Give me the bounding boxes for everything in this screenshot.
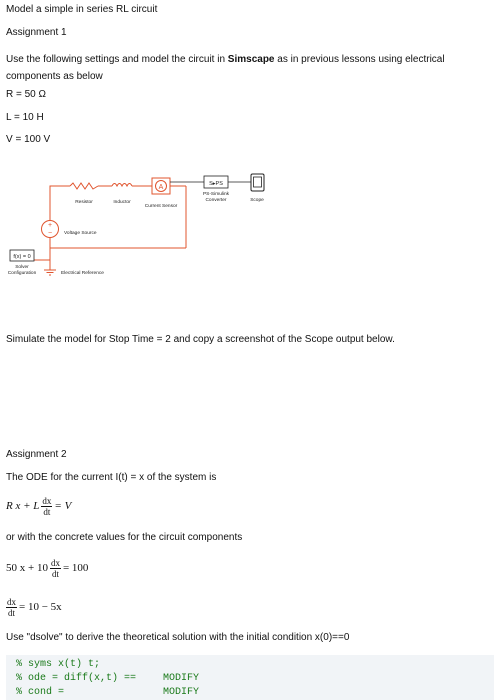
concrete-values-text: or with the concrete values for the circuit components bbox=[6, 532, 243, 543]
eq1-derivative bbox=[41, 496, 52, 517]
assignment1-heading: Assignment 1 bbox=[6, 27, 67, 38]
eq3-dx: dx bbox=[7, 597, 16, 607]
assignment2-heading: Assignment 2 bbox=[6, 449, 67, 460]
eq1-right: = V bbox=[54, 500, 72, 513]
simulate-instruction: Simulate the model for Stop Time = 2 and copy a screenshot of the Scope output below. bbox=[6, 334, 395, 345]
scope-screen-icon bbox=[254, 177, 262, 187]
resistor-label: Resistor bbox=[75, 200, 93, 205]
solver-block-label: f(x) = 0 bbox=[13, 254, 31, 260]
converter-glyph: S▸PS bbox=[209, 181, 223, 187]
code-line-1[interactable]: % syms x(t) t; bbox=[16, 659, 101, 670]
solver-label-1: Solver bbox=[15, 265, 29, 270]
ps-simulink-label-1: PS-Simulink bbox=[202, 192, 230, 197]
param-resistance: R = 50 Ω bbox=[6, 89, 46, 100]
assignment1-instruction bbox=[6, 51, 494, 85]
eq1-dx: dx bbox=[42, 496, 52, 506]
eq2-right: = 100 bbox=[62, 562, 89, 575]
page-title: Model a simple in series RL circuit bbox=[6, 4, 158, 15]
eq1-left: R x + L bbox=[6, 500, 40, 513]
scope-label: Scope bbox=[250, 198, 264, 203]
param-inductance: L = 10 H bbox=[6, 112, 44, 123]
inductor-symbol bbox=[112, 184, 132, 187]
eq2-derivative bbox=[50, 558, 61, 579]
modify-placeholder-1[interactable]: MODIFY bbox=[163, 673, 200, 684]
eq3-right: = 10 − 5x bbox=[19, 601, 62, 614]
instruction-text: Use the following settings and model the circuit in bbox=[6, 54, 228, 65]
eq3-dt: dt bbox=[7, 608, 15, 618]
eq2-left: 50 x + 10 bbox=[6, 562, 48, 575]
code-line-3[interactable]: % cond = bbox=[16, 687, 65, 698]
instruction-text-end: as in previous lessons using electrical components as below bbox=[6, 54, 445, 82]
code-line-2[interactable]: % ode = diff(x,t) == bbox=[16, 673, 137, 684]
voltage-source-label: Voltage Source bbox=[64, 231, 97, 236]
eq1-dt: dt bbox=[43, 507, 51, 517]
equation-1 bbox=[6, 496, 71, 517]
equation-2 bbox=[6, 558, 88, 579]
ode-intro: The ODE for the current I(t) = x of the system is bbox=[6, 472, 217, 483]
ps-simulink-label-2: Converter bbox=[205, 198, 227, 203]
resistor-symbol bbox=[70, 183, 98, 189]
equation-3 bbox=[6, 597, 62, 618]
wire-left-top bbox=[50, 186, 70, 220]
modify-placeholder-2[interactable]: MODIFY bbox=[163, 687, 200, 698]
code-editor[interactable] bbox=[6, 655, 494, 700]
minus-sign: − bbox=[47, 230, 53, 237]
simscape-keyword: Simscape bbox=[227, 54, 275, 65]
eq3-derivative bbox=[6, 597, 17, 618]
eq2-dt: dt bbox=[51, 569, 59, 579]
eq2-dx: dx bbox=[50, 558, 60, 568]
inductor-label: Inductor bbox=[113, 200, 131, 205]
circuit-diagram bbox=[0, 170, 497, 295]
solver-label-2: Configuration bbox=[7, 271, 37, 276]
current-sensor-label: Current Sensor bbox=[144, 204, 178, 209]
dsolve-instruction: Use "dsolve" to derive the theoretical solution with the initial condition x(0)==0 bbox=[6, 632, 350, 643]
sensor-symbol: A bbox=[158, 184, 164, 191]
param-voltage: V = 100 V bbox=[6, 134, 51, 145]
plus-sign: + bbox=[47, 222, 53, 229]
electrical-reference-label: Electrical Reference bbox=[61, 271, 104, 276]
